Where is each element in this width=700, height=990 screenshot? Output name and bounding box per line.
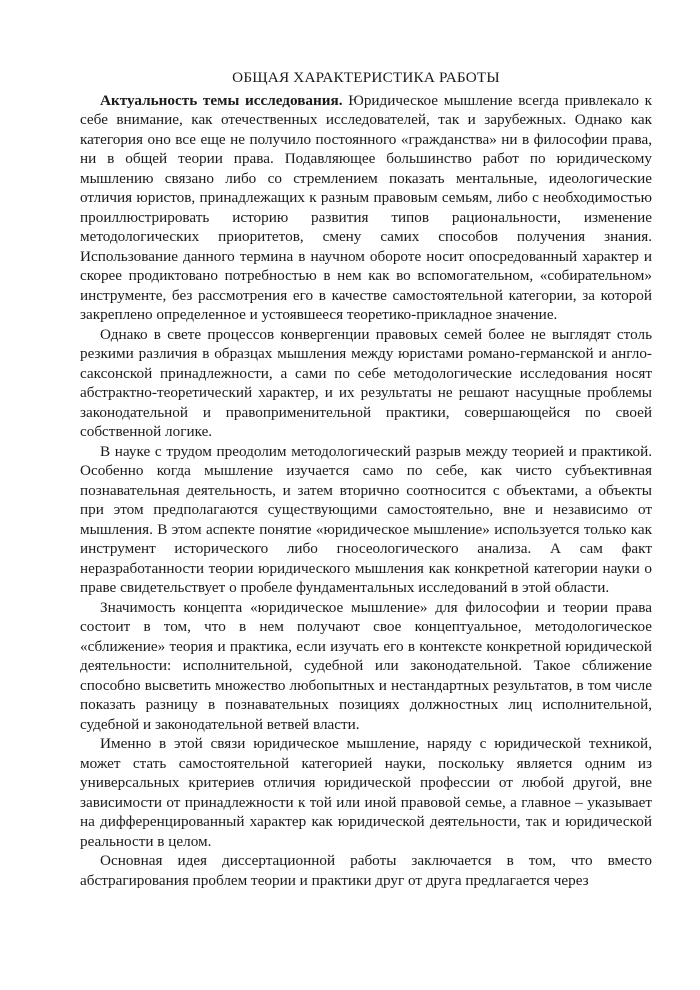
paragraph-category: Именно в этой связи юридическое мышление, наряду с юридической техникой, может стать самостоятельной категорией науки, поскольку является одним из универсальных критериев отличия юридической профессии от любой другой, вне зависимости от принадлежности к той или иной правовой семье, а главное – указывает на дифференцированный характер как юридической деятельности, так и юридической реальности в целом. [80,735,652,850]
paragraph-relevance [80,91,652,325]
section-title: ОБЩАЯ ХАРАКТЕРИСТИКА РАБОТЫ [232,69,500,86]
lead-heading: Актуальность темы исследования. [100,91,343,109]
paragraph-main-idea: Основная идея диссертационной работы заключается в том, что вместо абстрагирования проблем теории и практики друг от друга предлагается через [80,852,652,889]
paragraph-significance: Значимость концепта «юридическое мышление» для философии и теории права состоит в том, что в нем получают свое концептуальное, методологическое «сближение» теория и практика, если изучать его в контексте конкретной юридической деятельности: исполнительной, судебной или законодательной. Такое сближение способно высветить множество любопытных и нестандартных результатов, в том числе показать разницу в познавательных позициях должностных лиц исполнительной, судебной и законодательной ветвей власти. [80,598,652,733]
paragraph-convergence: Однако в свете процессов конвергенции правовых семей более не выглядят столь резкими различия в образцах мышления между юристами романо-германской и англо-саксонской принадлежности, а сами по себе методологические исследования носят абстрактно-теоретический характер, и их результаты не решают насущные проблемы законодательной и правоприменительной практики, совершающейся по своей собственной логике. [80,325,652,440]
paragraph-text: Юридическое мышление всегда привлекало к себе внимание, как отечественных исследователей, так и зарубежных. Однако как категория оно все еще не получило постоянного «гражданства» ни в философии права, ни в общей теории права. Подавляющее большинство работ по юридическому мышлению связано либо со стремлением показать ментальные, идеологические отличия юристов, принадлежащих к разным правовым семьям, либо с необходимостью проиллюстрировать историю развития типов рациональности, изменение методологических приоритетов, смену самих способов получения знания. Использование данного термина в научном обороте носит опосредованный характер и скорее продиктовано потребностью в нем как во вспомогательном, «собирательном» инструменте, без рассмотрения его в качестве самостоятельной категории, за которой закреплено определенное и устоявшееся теоретико-прикладное значение. [80,91,652,323]
document-page [80,68,652,890]
paragraph-methodology: В науке с трудом преодолим методологический разрыв между теорией и практикой. Особенно когда мышление изучается само по себе, как чисто субъективная познавательная деятельность, и затем вторично соотносится с объектами, а объекты при этом предполагаются существующими самостоятельно, вне и независимо от мышления. В этом аспекте понятие «юридическое мышление» используется только как инструмент исторического либо гносеологического анализа. А сам факт неразработанности теории юридического мышления как конкретной категории науки о праве свидетельствует о пробеле фундаментальных исследований в этой области. [80,442,652,596]
